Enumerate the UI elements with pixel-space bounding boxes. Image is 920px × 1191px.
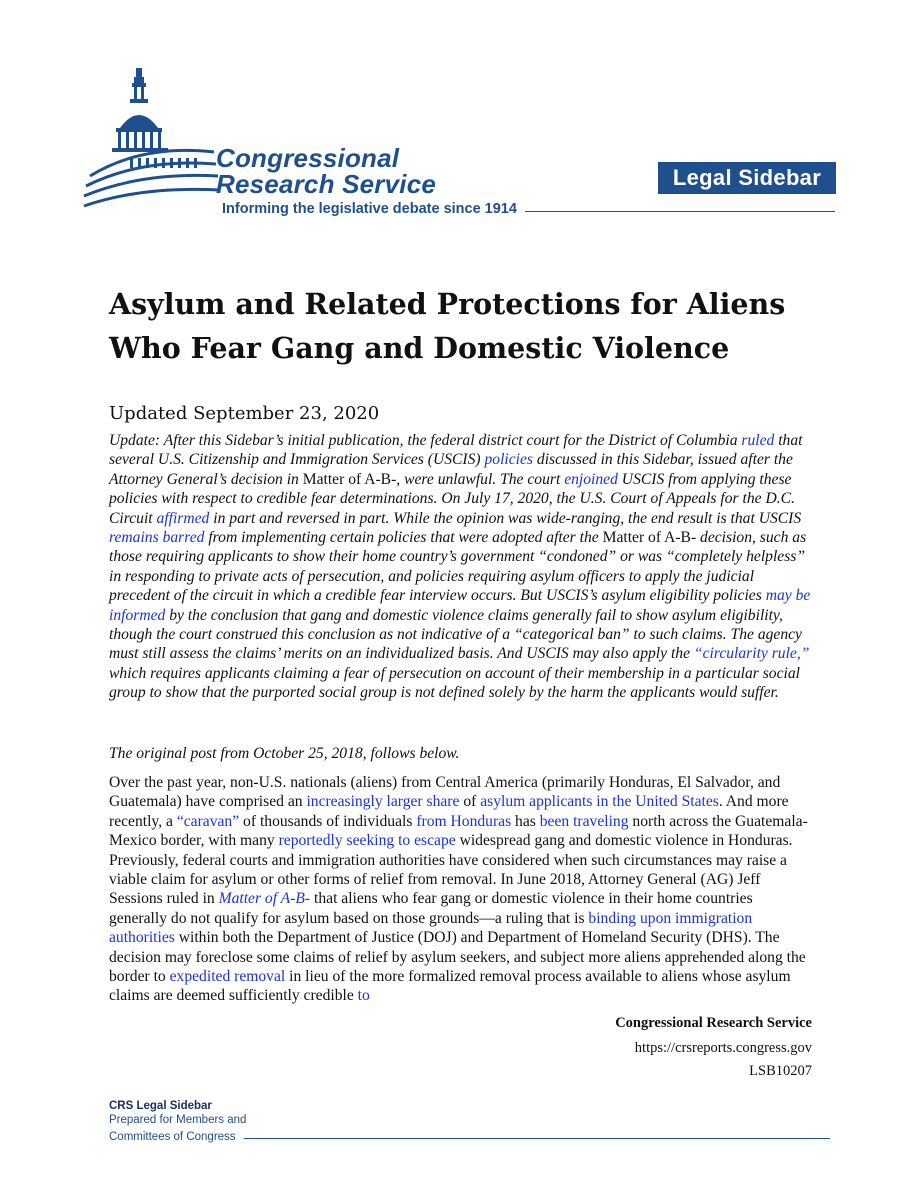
text-run: of thousands of individuals	[239, 812, 417, 830]
text-run: in lieu of the more formalized removal process available to aliens whose asylum claims are deemed sufficiently credible	[109, 968, 791, 1005]
text-run: discussed in this Sidebar, issued after the Attorney General’s decision in	[109, 451, 793, 488]
text-run: Over the past year, non-U.S. nationals (aliens) from Central America (primarily Honduras, El Salvador, and Guatemala) have comprised an	[109, 774, 781, 811]
inline-link[interactable]: “circularity rule,”	[693, 645, 810, 663]
inline-link[interactable]: policies	[484, 451, 534, 469]
text-run: , were unlawful. The court	[396, 470, 565, 488]
text-run: . And more recently, a	[109, 793, 789, 830]
text-run: that several U.S. Citizenship and Immigration Services (USCIS)	[109, 432, 803, 469]
text-run: USCIS from applying these policies with respect to credible fear determinations. On July 17, 2020, the U.S. Court of Appeals for the D.C. Circuit	[109, 470, 795, 527]
inline-link[interactable]: affirmed	[156, 509, 210, 527]
footer-report-id: LSB10207	[749, 1063, 812, 1079]
inline-link[interactable]: been traveling	[539, 812, 629, 830]
text-run: that aliens who fear gang or domestic violence in their home countries generally do not qualify for asylum based on those grounds—a ruling that is	[109, 890, 753, 927]
text-run: Matter of A-B-	[302, 470, 397, 488]
inline-link[interactable]: increasingly larger share	[306, 793, 460, 811]
footer-url[interactable]: https://crsreports.congress.gov	[634, 1040, 812, 1056]
legal-sidebar-badge: Legal Sidebar	[658, 162, 836, 194]
text-run: has	[511, 812, 540, 830]
text-run: widespread gang and domestic violence in Honduras. Previously, federal courts and immigration authorities have considered when such circumstances may raise a viable claim for asylum or other forms of relief from removal. In June 2018, Attorney General (AG) Jeff Sessions ruled in	[109, 832, 793, 908]
footer-left-line3: Committees of Congress	[109, 1131, 236, 1143]
text-run: north across the Guatemala-Mexico border, with many	[109, 812, 808, 850]
text-run: which requires applicants claiming a fear of persecution on account of their membership in a particular social group to show that the purported social group is not defined solely by the harm the applicants would suffer.	[109, 664, 800, 702]
inline-link[interactable]: reportedly seeking to escape	[278, 832, 456, 850]
org-name-line1: Congressional	[216, 143, 400, 173]
text-run: decision, such as those requiring applicants to show their home country’s government “condoned” or was “completely helpless” in responding to private acts of persecution, and policies requiring asylum officers to apply the judicial precedent of the circuit in which a credible fear interview occurs. But USCIS’s asylum eligibility policies	[109, 529, 807, 605]
header-divider	[525, 211, 835, 212]
inline-link[interactable]: ruled	[741, 432, 775, 449]
text-run: Update: After this Sidebar’s initial publication, the federal district court for the District of Columbia	[109, 432, 742, 449]
inline-link[interactable]: “caravan”	[176, 812, 240, 830]
original-post-note: The original post from October 25, 2018, follows below.	[109, 745, 460, 762]
inline-link[interactable]: Matter of A-B-	[218, 890, 311, 908]
document-title: Asylum and Related Protections for Aliens Who Fear Gang and Domestic Violence	[109, 287, 786, 365]
text-run: in part and reversed in part. While the opinion was wide-ranging, the end result is that USCIS	[209, 509, 802, 527]
footer-org: Congressional Research Service	[615, 1015, 812, 1031]
footer-left-line2: Prepared for Members and	[109, 1114, 247, 1126]
text-run: Matter of A-B-	[602, 529, 697, 547]
text-run: within both the Department of Justice (DOJ) and Department of Homeland Security (DHS). The decision may foreclose some claims of relief by asylum seekers, and subject more aliens apprehended along the border to	[109, 929, 806, 986]
text-run: of	[459, 793, 481, 811]
inline-link[interactable]: from Honduras	[416, 812, 512, 830]
capitol-dome-logo-icon	[82, 66, 222, 216]
inline-link[interactable]: asylum applicants in the United States	[480, 793, 719, 811]
inline-link[interactable]: remains barred	[109, 529, 205, 547]
org-tagline: Informing the legislative debate since 1914	[222, 201, 517, 217]
crs-logo	[82, 66, 542, 226]
body-paragraph	[109, 773, 814, 1006]
text-run: from implementing certain policies that were adopted after the	[204, 529, 603, 547]
footer-divider	[244, 1138, 830, 1139]
inline-link[interactable]: to	[357, 987, 370, 1005]
inline-link[interactable]: enjoined	[564, 470, 618, 488]
updated-date: Updated September 23, 2020	[109, 403, 380, 424]
text-run: by the conclusion that gang and domestic violence claims generally fail to show asylum eligibility, though the court construed this conclusion as not indicative of a “categorical ban” to such claims. The agency must still assess the claims’ merits on an individualized basis. And USCIS may also apply the	[109, 606, 802, 663]
footer-left-title: CRS Legal Sidebar	[109, 1100, 212, 1112]
org-name-line2: Research Service	[216, 169, 437, 199]
inline-link[interactable]: may be informed	[109, 587, 811, 624]
inline-link[interactable]: expedited removal	[169, 968, 286, 986]
update-paragraph	[109, 431, 814, 703]
inline-link[interactable]: binding upon immigration authorities	[109, 909, 753, 947]
